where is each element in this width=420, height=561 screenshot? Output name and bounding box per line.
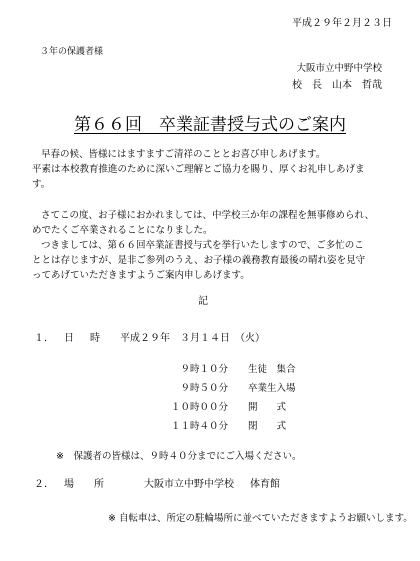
body-line: す。 xyxy=(32,179,51,190)
body-line: ってあげていただきますようご案内申しあげます。 xyxy=(32,270,250,281)
schedule-event: 閉 式 xyxy=(248,421,287,432)
schedule-row xyxy=(168,418,286,432)
section-datetime-label xyxy=(34,329,126,344)
schedule-row xyxy=(168,399,286,413)
paragraph-invitation xyxy=(32,238,392,283)
schedule-row xyxy=(168,380,296,394)
document-date: 平成２９年２月２３日 xyxy=(292,18,392,29)
venue-school: 大阪市立中野中学校 xyxy=(144,479,234,490)
paragraph-graduation xyxy=(32,208,392,238)
document-title: 第６６回 卒業証書授与式のご案内 xyxy=(74,115,346,135)
body-line: つきましては、第６６回卒業証書授与式を挙行いたしますので、ご多忙のこ xyxy=(41,240,364,251)
section-venue xyxy=(34,475,280,490)
section-label-char: 時 xyxy=(90,333,100,344)
venue-hall: 体育館 xyxy=(250,479,280,490)
ki-heading: 記 xyxy=(198,296,208,307)
schedule-event: 卒業生入場 xyxy=(248,383,296,394)
schedule-event: 生徒 集合 xyxy=(248,364,296,375)
principal-title: 校 長 xyxy=(292,80,322,91)
paragraph-greeting xyxy=(32,147,392,192)
schedule-row xyxy=(168,361,296,375)
schedule-time: ９時１０分 xyxy=(180,364,228,375)
schedule-time: ９時５０分 xyxy=(180,383,228,394)
body-line: ととは存じますが、是非ご参列のうえ、お子様の義務教育最後の晴れ姿を見守 xyxy=(32,255,366,266)
schedule-time: １１時４０分 xyxy=(170,421,228,432)
body-line: 早春の候、皆様にはますますご清祥のこととお喜び申しあげます。 xyxy=(41,149,326,160)
section-label-char: 日 xyxy=(64,333,74,344)
body-line: めでたくご卒業されることになりました。 xyxy=(32,225,213,236)
principal-name: 山本 哲哉 xyxy=(332,80,382,91)
section-label-char: 所 xyxy=(94,479,104,490)
section-number: ２． xyxy=(34,479,54,490)
schedule-event: 開 式 xyxy=(248,402,287,413)
school-name: 大阪市立中野中学校 xyxy=(296,63,382,74)
body-line: 平素は本校教育推進のために深いご理解とご協力を賜り、厚くお礼申しあげま xyxy=(32,164,365,175)
section-label-char: 場 xyxy=(64,479,74,490)
principal-signature xyxy=(292,76,382,91)
bicycle-note: ※ 自転車は、所定の駐輪場所に並べていただきますようお願いします。 xyxy=(108,513,413,524)
body-line: さてこの度、お子様におかれましては、中学校三か年の課程を無事修められ、 xyxy=(41,210,375,221)
schedule-time: １０時００分 xyxy=(170,402,228,413)
section-number: １． xyxy=(34,333,54,344)
guardian-entry-note: ※ 保護者の皆様は、９時４０分までにご入場ください。 xyxy=(56,451,302,462)
event-date: 平成２９年 ３月１４日 （火） xyxy=(120,333,265,344)
addressee: ３年の保護者様 xyxy=(40,47,104,57)
